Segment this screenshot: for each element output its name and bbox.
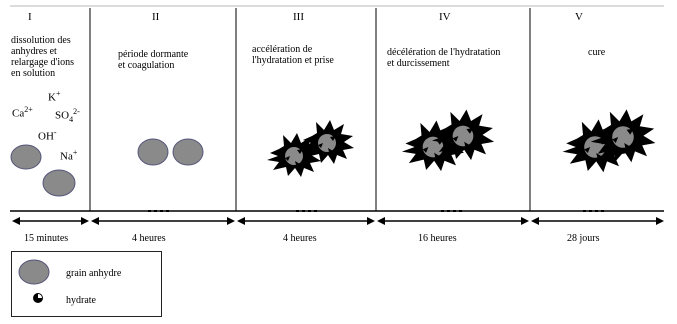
anhydrous-grain [11, 145, 41, 169]
ion-sodium: Na+ [60, 148, 78, 163]
stage-2-description-line: et coagulation [118, 60, 175, 71]
stage-4-description-line: décélération de l'hydratation [387, 47, 501, 58]
stage-4-numeral: IV [439, 11, 451, 23]
stage-1-description-line: dissolution des [11, 35, 71, 46]
stage-1-description-line: en solution [11, 68, 56, 79]
stage-1-numeral: I [28, 11, 32, 23]
stage-3-numeral: III [293, 11, 304, 23]
stage-5-duration: 28 jours [567, 233, 600, 244]
stage-1-duration: 15 minutes [24, 233, 69, 244]
ion-potassium: K+ [48, 89, 61, 104]
stage-2-description-line: période dormante [118, 49, 189, 60]
duration-arrows [12, 217, 664, 225]
legend-hydrate-label: hydrate [66, 295, 96, 306]
stage-1-description-line: anhydres et [11, 46, 57, 57]
ion-hydroxide: OH- [38, 128, 57, 143]
stage-2-numeral: II [152, 11, 160, 23]
stage-4-duration: 16 heures [418, 233, 457, 244]
anhydrous-grain [138, 139, 168, 165]
stage-3-description-line: l'hydratation et prise [252, 55, 334, 66]
stage-5-numeral: V [575, 11, 583, 23]
stage-4-description-line: et durcissement [387, 58, 450, 69]
ion-sulfate: $SO_4^{2-}$ [55, 107, 80, 124]
anhydrous-grain [173, 139, 203, 165]
stage-3-description-line: accélération de [252, 44, 313, 55]
ion-calcium: $Ca^{2+}$ [12, 105, 33, 120]
stage-1-description-line: relargage d'ions [11, 57, 74, 68]
stage-5-description-line: cure [588, 47, 606, 58]
stage-3-duration: 4 heures [283, 233, 317, 244]
legend-box [11, 251, 162, 317]
stage-2-duration: 4 heures [132, 233, 166, 244]
anhydrous-grain [43, 170, 75, 196]
legend-anhydrous-grain-label: grain anhydre [66, 268, 122, 279]
